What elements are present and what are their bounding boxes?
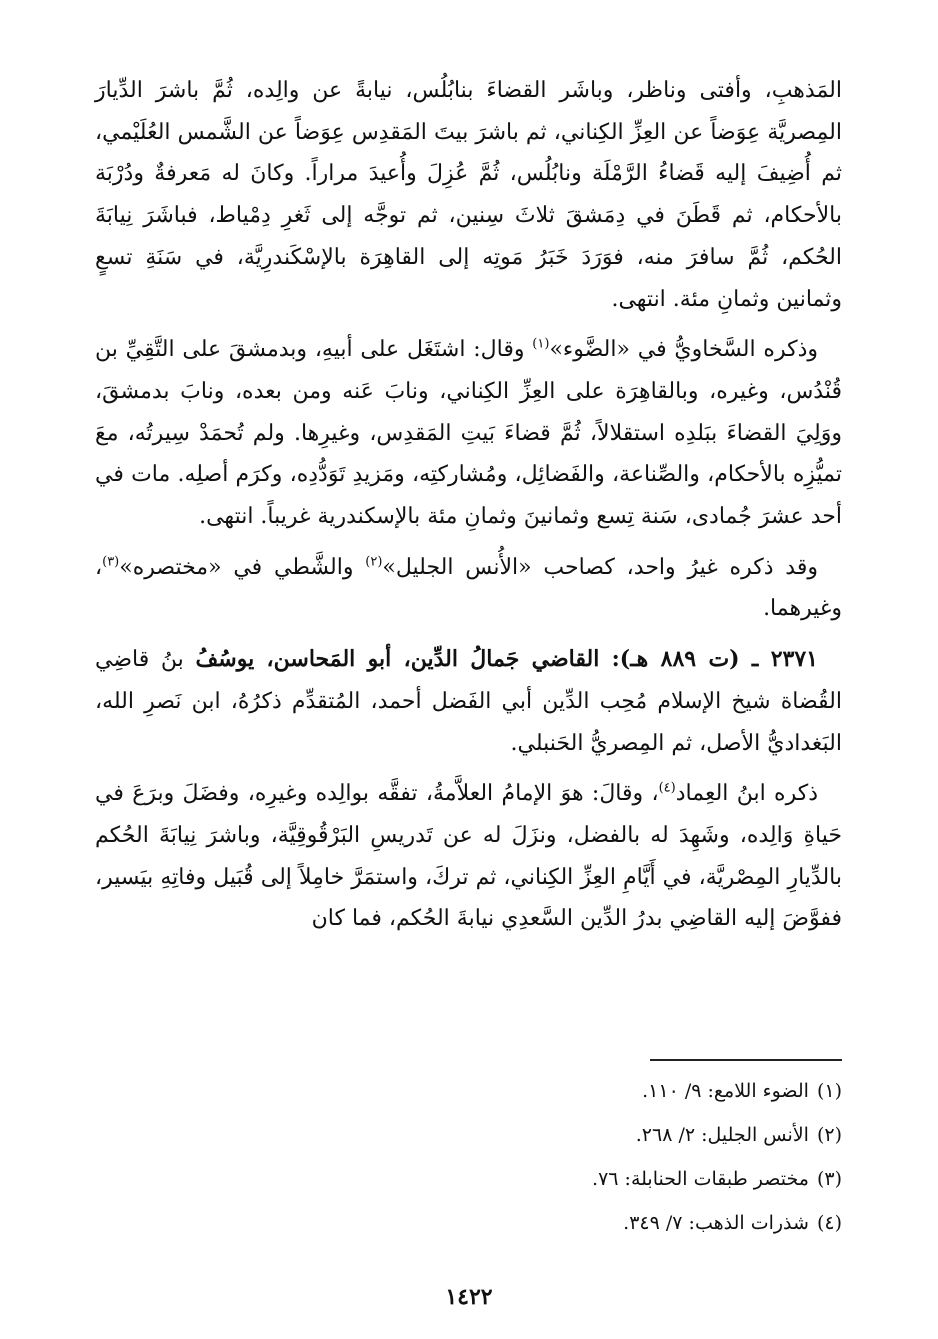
footnote-ref-1[interactable]: (١) bbox=[532, 336, 550, 352]
footnote-number: (٤) bbox=[816, 1212, 842, 1234]
footnote-number: (٣) bbox=[816, 1168, 842, 1190]
paragraph-2 bbox=[95, 329, 842, 538]
paragraph-2-text-after: وقال: اشتَغَل على أبيهِ، وبدمشقَ على التَّقِيِّ بن قُنْدُس، وغيره، وبالقاهِرَة على العِزِّ الكِناني، ونابَ عَنه ومن بعده، ونابَ بدمشقَ، ووَلِيَ القضاءَ ببَلدِه استقلالاً، ثُمَّ قضاءَ بَيتِ المَقدِس، وغيرِها. ولم تُحمَدْ سِيرتُه، معَ تميُّزِه بالأحكام، والصِّناعة، والفَضائِل، ومُشاركتِه، ومَزيدِ تَوَدُّدِه، وكرَم أصلِه. مات في أحد عشرَ جُمادى، سَنة تِسع وثمانينَ وثمانِ مئة بالإسكندرية غريباً. انتهى. bbox=[95, 337, 842, 530]
paragraph-3 bbox=[95, 547, 842, 630]
footnote-3 bbox=[95, 1161, 842, 1197]
paragraph-3-text-middle: والشَّطي في «مختصره» bbox=[119, 554, 366, 580]
paragraph-1-text: المَذهبِ، وأفتى وناظر، وباشَر القضاءَ بنابُلُس، نيابةً عن والِده، ثُمَّ باشرَ الدِّيارَ المِصريَّة عِوَضاً عن العِزِّ الكِناني، ثم باشرَ بيتَ المَقدِس عِوَضاً عن الشَّمس العُلَيْمي، ثم أُضِيفَ إليه قَضاءُ الرَّمْلَة ونابُلُس، ثُمَّ عُزِلَ وأُعيدَ مراراً. وكانَ له مَعرفةٌ ودُرْبَة بالأحكام، ثم قَطَنَ في دِمَشقَ ثلاثَ سِنين، ثم توجَّه إلى ثَغرِ دِمْياط، فباشَرَ نِيابَةَ الحُكم، ثُمَّ سافرَ منه، فوَرَدَ خَبَرُ مَوتِه إلى القاهِرَة بالإسْكَندرِيَّة، في سَنَةِ تسعٍ وثمانين وثمانِ مئة. انتهى. bbox=[95, 78, 842, 312]
paragraph-5-text-before: ذكره ابنُ العِماد bbox=[675, 781, 818, 807]
paragraph-2-text-before: وذكره السَّخاويُّ في «الضَّوء» bbox=[549, 337, 818, 363]
footnote-ref-3[interactable]: (٣) bbox=[102, 554, 120, 570]
paragraph-3-text-after: ، وغيرهما. bbox=[95, 554, 842, 622]
footnote-text: الضوء اللامع: ٩/ ١١٠. bbox=[642, 1080, 809, 1102]
paragraph-1 bbox=[95, 70, 842, 320]
paragraph-5-text-after: ، وقالَ: هوَ الإمامُ العلاَّمةُ، تفقَّه بوالِده وغيرِه، وفضَلَ وبرَعَ في حَياةِ وَالِده، وشَهِدَ له بالفضل، ونزَلَ له عن تَدريسِ البَرْقُوقِيَّة، وباشرَ نِيابَةَ الحُكم بالدِّيارِ المِصْريَّة، في أَيَّامِ العِزِّ الكِناني، ثم تركَ، واستمَرَّ خامِلاً إلى قُبَيل وفاتِهِ بيَسير، ففوَّضَ إليه القاضِي بدرُ الدِّين السَّعدِي نيابةَ الحُكم، فما كان bbox=[95, 781, 842, 932]
entry-2371 bbox=[95, 639, 842, 764]
entry-text: بنُ قاضِي القُضاة شيخ الإسلام مُحِب الدِّين أبي الفَضل أحمد، المُتقدِّم ذكرُهُ، ابن نَصرِ الله، البَغداديُّ الأصل، ثم المِصريُّ الحَنبلي. bbox=[95, 647, 842, 756]
footnote-ref-2[interactable]: (٢) bbox=[365, 554, 383, 570]
paragraph-3-text-before: وقد ذكره غيرُ واحد، كصاحب «الأُنس الجليل» bbox=[382, 554, 818, 580]
footnote-2 bbox=[95, 1117, 842, 1153]
page-number: ١٤٢٢ bbox=[445, 1284, 493, 1310]
footnote-text: شذرات الذهب: ٧/ ٣٤٩. bbox=[623, 1212, 809, 1234]
entry-heading: ٢٣٧١ ـ (ت ٨٨٩ هـ): القاضي جَمالُ الدِّين، أبو المَحاسن، يوسُفُ bbox=[195, 646, 818, 673]
footnote-1 bbox=[95, 1073, 842, 1109]
footnote-text: مختصر طبقات الحنابلة: ٧٦. bbox=[592, 1168, 809, 1190]
paragraph-5 bbox=[95, 773, 842, 940]
footnote-number: (١) bbox=[816, 1080, 842, 1102]
main-text bbox=[95, 70, 842, 949]
footnote-text: الأنس الجليل: ٢/ ٢٦٨. bbox=[635, 1124, 809, 1146]
footnote-separator bbox=[650, 1059, 842, 1061]
footnote-number: (٢) bbox=[816, 1124, 842, 1146]
footnote-4 bbox=[95, 1205, 842, 1241]
footnotes bbox=[95, 1073, 842, 1249]
footnote-ref-4[interactable]: (٤) bbox=[658, 780, 676, 796]
